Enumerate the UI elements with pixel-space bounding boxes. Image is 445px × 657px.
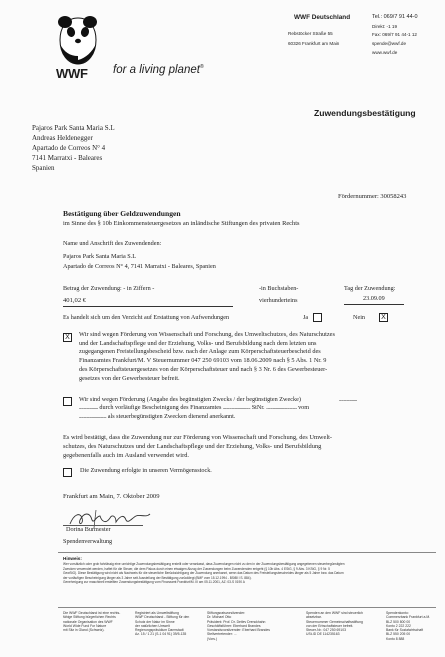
waiver-question: Es handelt sich um den Verzicht auf Erstattung von Aufwendungen xyxy=(63,314,230,321)
donor-name: Pajaros Park Santa Maria S.L xyxy=(63,253,137,260)
recipient-line: Apartado de Correos N° 4 xyxy=(32,144,106,152)
capital-stock-label: Die Zuwendung erfolgte in unseren Vermögensstock. xyxy=(80,467,212,474)
footer-col-3: Stiftungsratsvorsitzender: Dr. Michael Otto Präsident: Prof. Dr. Detlev Drenckhahn Geschäftsführer: Eberhard Brandes Vorstandsvorsitzender: Eberhard Brandes Stellvertretender: ... (Vors.) xyxy=(207,611,270,641)
logo-text: WWF xyxy=(56,66,88,81)
footer-col-4: Spenden an den WWF sind steuerlich absetzbar. Steuernummer Gemeinschaftsstiftung von der Erbschaftsteuer befreit. Steuer-Nr.: 047 250 69103 USt-ID DE 114235163 xyxy=(306,611,363,637)
purpose-b-checkbox[interactable] xyxy=(63,397,72,406)
date-value: 23.09.09 xyxy=(363,295,385,302)
fax: Fax: 069/7 91 44-1 12 xyxy=(372,32,417,37)
amount-words-label: -in Buchstaben- xyxy=(259,285,299,292)
donor-address: Apartado de Correos N° 4, 7141 Marratxi - Baleares, Spanien xyxy=(63,263,216,270)
footer-col-2: Registriert als Umweltstiftung WWF Deutschland - Stiftung für den Schutz der Natur im Sinne der natürlichen Umwelt Regierungspräsidium Darmstadt Az. 15 / 1 21 (S-1 04 91) 39/5-135 xyxy=(135,611,190,637)
amount-words: vierhunderteins xyxy=(259,297,298,304)
org-name: WWF Deutschland xyxy=(294,14,351,21)
donor-number: Fördernummer: 30058243 xyxy=(338,193,407,200)
signature-title: Spendenverwaltung xyxy=(63,538,113,545)
footer-col-1: Die WWF Deutschland ist eine rechts- fähige Stiftung bürgerlichen Rechts nationale Organisation des WWF World Wide Fund For Nature mit Sitz in Gland (Schweiz). xyxy=(63,611,121,633)
purpose-b-line3: .......................... als steuerbegünstigten Zwecken dienend anerkannt. xyxy=(79,413,236,420)
amount-digits: 401,02 € xyxy=(63,297,87,304)
panda-icon xyxy=(54,14,102,66)
nein-label: Nein xyxy=(353,314,366,321)
purpose-b-line2: .................. durch vorläufige Bescheinigung des Finanzamtes .......................... StNr. ............................. vom xyxy=(79,404,310,411)
place-date: Frankfurt am Main, 7. Oktober 2009 xyxy=(63,493,160,500)
footer-divider xyxy=(58,607,436,608)
signature-name: Dorina Burmester xyxy=(66,526,111,533)
amount-digits-label: Betrag der Zuwendung: - in Ziffern - xyxy=(63,285,155,292)
confirmation-text: Es wird bestätigt, dass die Zuwendung nur zur Förderung von Wissenschaft und Forschung, des Umwelt- schutzes, des Naturschutzes und der Landschaftspflege und der Erziehung, Volks- und Berufsbildung gegebenenfalls auch im Ausland verwendet wird. xyxy=(63,434,333,459)
email: spende@wwf.de xyxy=(372,41,407,46)
recipient-line: Pajaros Park Santa Maria S.L xyxy=(32,124,115,132)
ja-label: Ja xyxy=(303,314,309,321)
ja-checkbox[interactable] xyxy=(313,313,322,322)
date-line xyxy=(344,304,404,305)
recipient-line: Spanien xyxy=(32,164,55,172)
amount-digits-line xyxy=(63,306,233,307)
wwf-logo xyxy=(54,14,102,84)
purpose-a-text: Wir sind wegen Förderung von Wissenschaft und Forschung, des Umweltschutzes, des Naturschutzes und der Landschaftspflege und der Erziehung, Volks- und Berufsbildung nach dem letzten uns zugegangenen Freistellungsbescheid bzw. nach der Anlage zum Körperschaftsteuerbescheid des Finanzamtes Frankfurt/M. V Steuernummer 047 250 69103 vom 18.06.2009 nach § 5 Abs. 1 Nr. 9 des Körperschaftsteuergesetzes von der Körperschaftsteuer und nach § 3 Nr. 6 des Gewerbesteuer- gesetzes von der Gewerbesteuer befreit. xyxy=(79,331,335,382)
tagline: for a living planet® xyxy=(113,64,204,76)
donor-label: Name und Anschrift des Zuwendenden: xyxy=(63,240,162,247)
recipient-line: Andreas Heldenegger xyxy=(32,134,93,142)
website: www.wwf.de xyxy=(372,50,398,55)
footer-col-5: Spendenkonto: Commerzbank Frankfurt a.M. BLZ 500 800 00 Konto 2 222 222 Bank für Sozialwirtschaft BLZ 550 205 00 Konto 8 888 xyxy=(386,611,431,641)
address-city: 60326 Frankfurt am Main xyxy=(288,41,340,46)
section-subtitle: im Sinne des § 10b Einkommensteuergesetzes an inländische Stiftungen des privaten Rechts xyxy=(63,220,300,227)
notice-text: Wer vorsätzlich oder grob fahrlässig eine unrichtige Zuwendungsbestätigung erstellt oder veranlasst, dass Zuwendungen nicht zu den in der Zuwendungsbestätigung angegebenen steuerbegünstigten Zwecken verwendet werden, haftet für die Steuer, die dem Fiskus durch einen etwaigen Abzug der Zuwendungen beim Zuwendenden entgeht (§ 10b Abs. 4 EStG, § 9 Abs. 3 KStG, § 9 Nr. 5 GewStG). Diese Bestätigung wird nicht als Nachweis für die steuerliche Berücksichtigung der Zuwendung anerkannt, wenn das Datum des Freistellungsbescheides länger als 5 Jahre bzw. das Datum der vorläufigen Bescheinigung länger als 3 Jahre seit Ausstellung der Bestätigung zurückliegt (BMF vom 15.12.1994 - BStBl I S. 884). Genehmigung zur maschinell erstellten Zuwendungsbestätigung vom Finanzamt Frankfurt/M. III am 05.11.2001, AZ: 03-S 0190 A xyxy=(63,562,345,585)
address-street: Rebstöcker Straße 55 xyxy=(288,31,333,36)
nein-checkbox[interactable]: X xyxy=(379,313,388,322)
capital-stock-checkbox[interactable] xyxy=(63,468,72,477)
tel: Tel.: 069/7 91 44-0 xyxy=(372,14,418,20)
notice-divider xyxy=(58,552,436,553)
date-label: Tag der Zuwendung: xyxy=(344,285,396,292)
doc-title: Zuwendungsbestätigung xyxy=(314,108,416,118)
purpose-a-checkbox[interactable]: X xyxy=(63,333,72,342)
recipient-line: 7141 Marratxi - Baleares xyxy=(32,154,103,162)
section-title: Bestätigung über Geldzuwendungen xyxy=(63,209,181,218)
purpose-b-line1: Wir sind wegen Förderung (Angabe des begünstigten Zwecks / der begünstigten Zwecke) xyxy=(79,396,301,403)
registered-mark: ® xyxy=(199,64,204,71)
notice-title: Hinweis: xyxy=(63,556,82,561)
recipient-block xyxy=(32,123,115,173)
direkt: Direkt: -1 19 xyxy=(372,24,398,29)
